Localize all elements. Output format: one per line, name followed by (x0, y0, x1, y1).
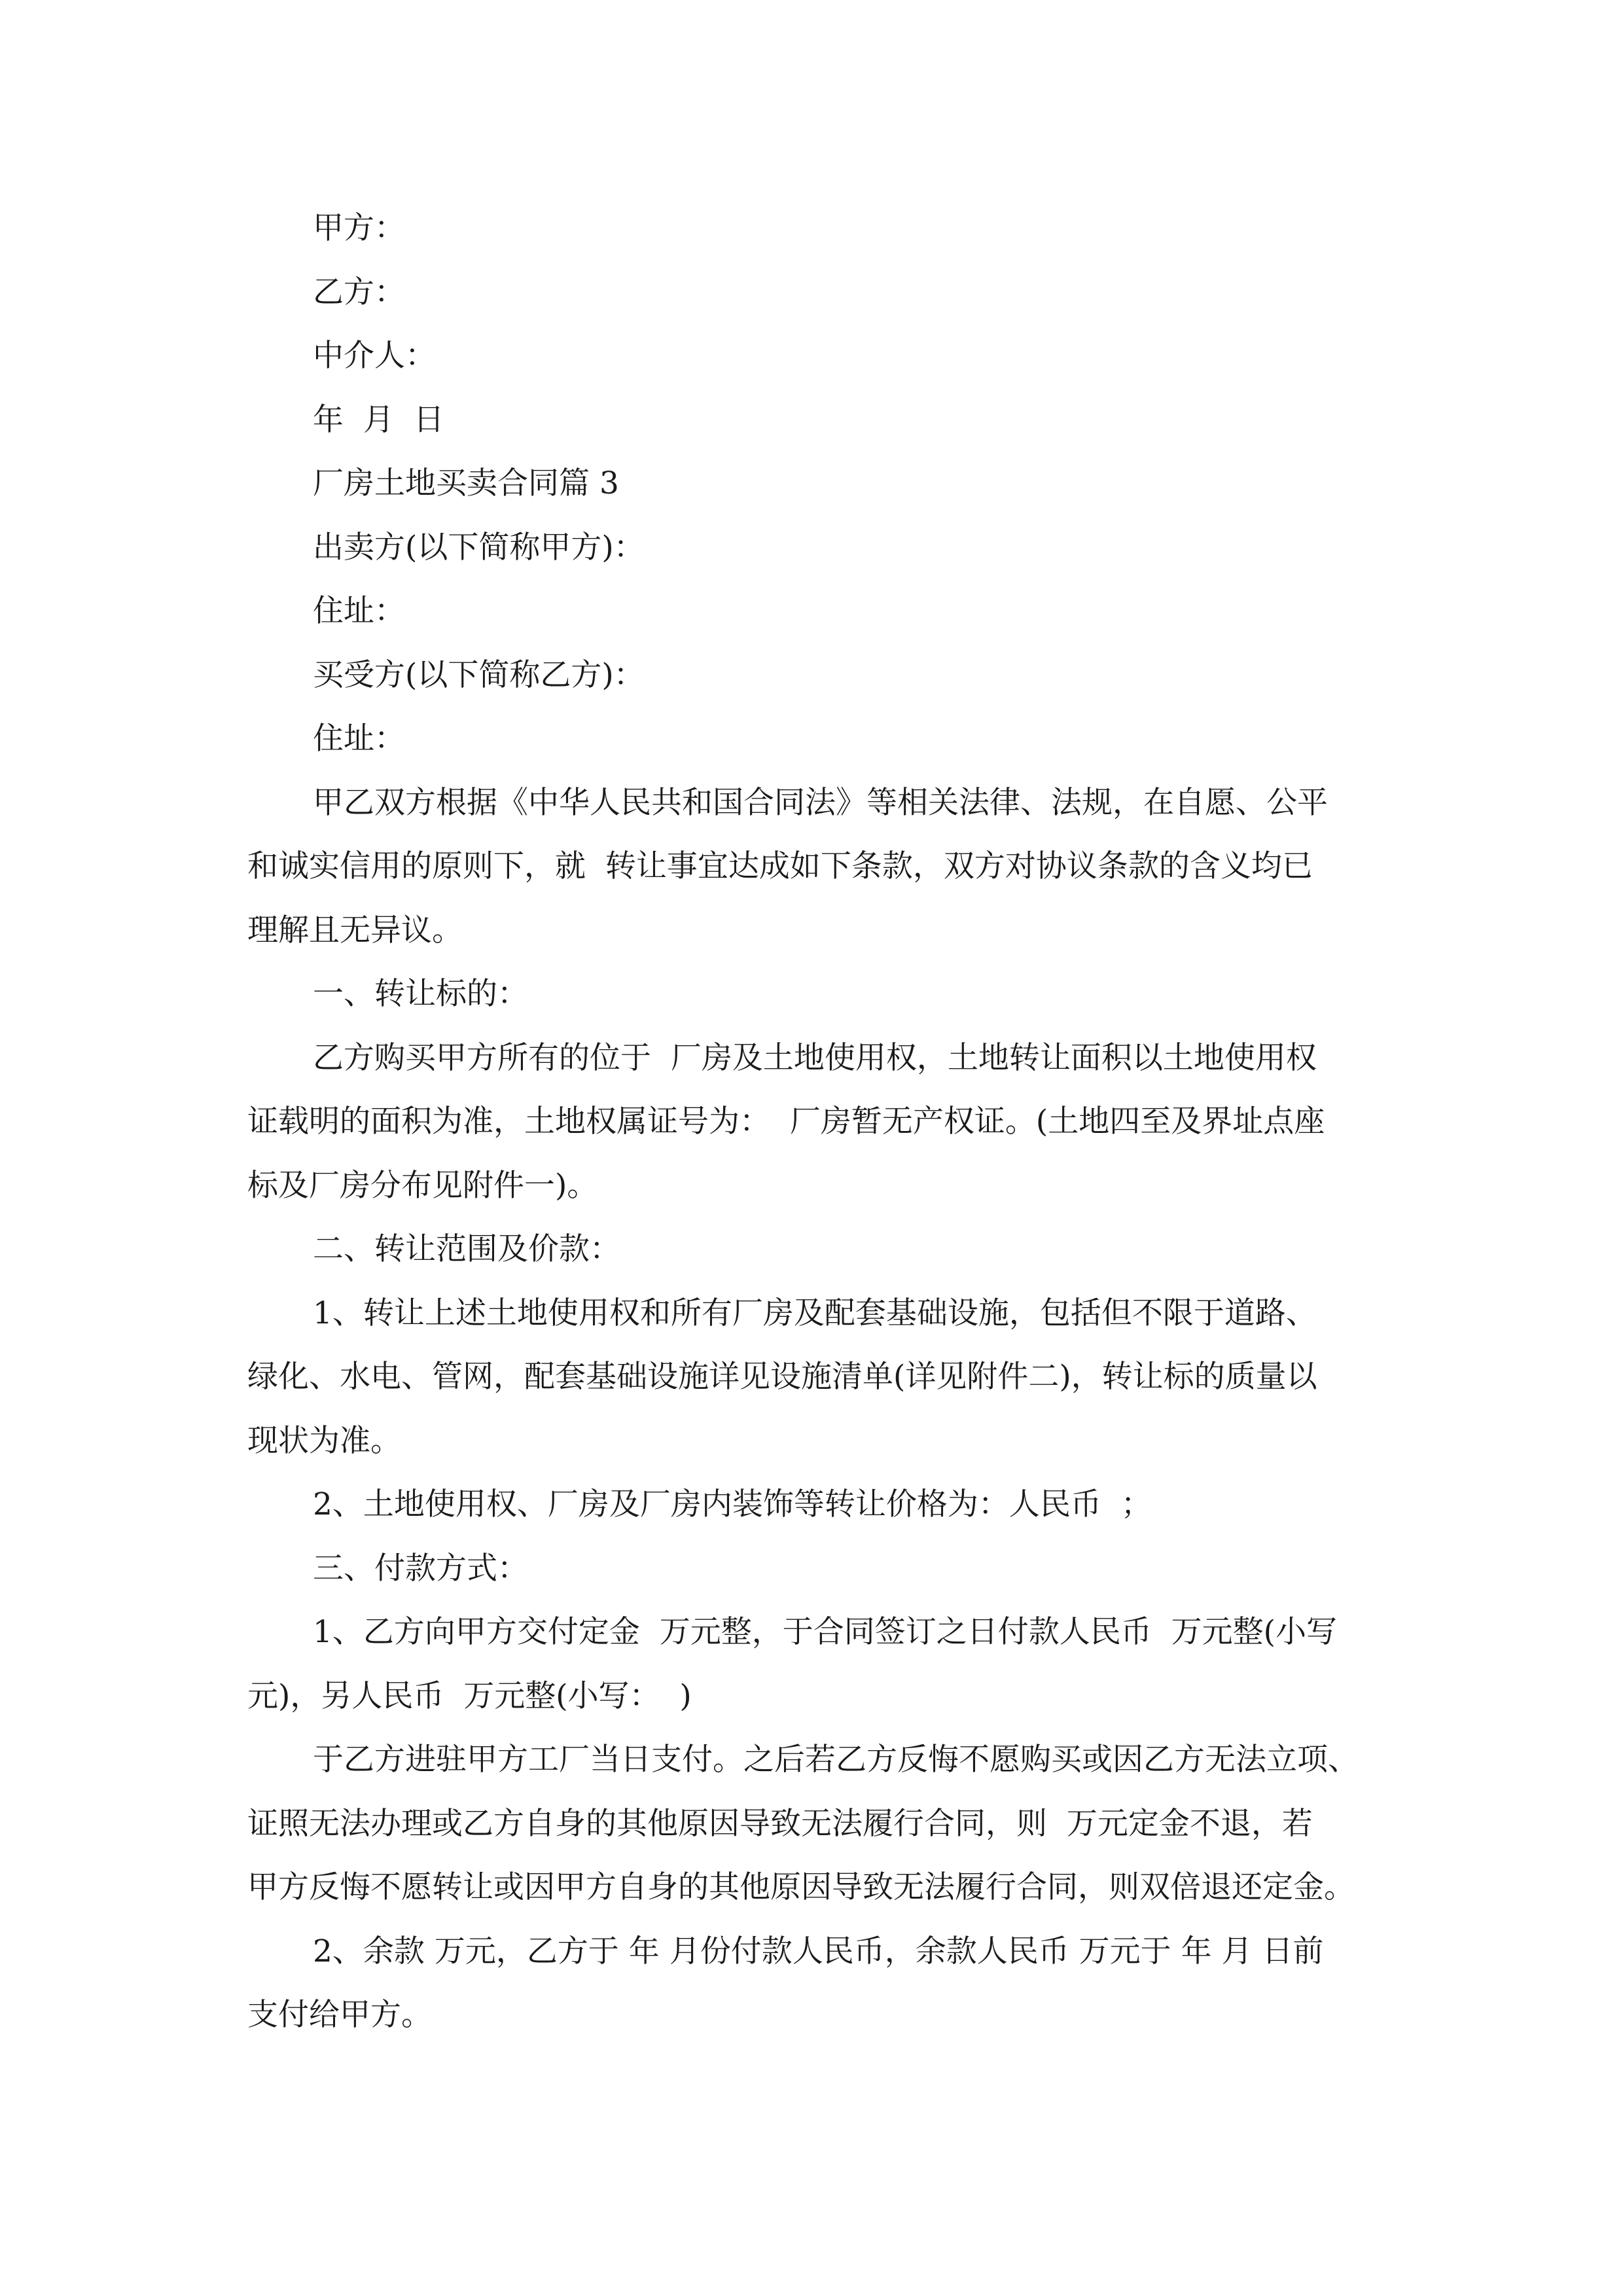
article1-line: 乙方购买甲方所有的位于 厂房及土地使用权，土地转让面积以土地使用权 (313, 1039, 1317, 1076)
intermediary-signature: 中介人： (313, 338, 436, 374)
seller-line: 出卖方(以下简称甲方)： (313, 529, 645, 565)
article3-item2-line: 2、余款 万元，乙方于 年 月份付款人民币，余款人民币 万元于 年 月 日前 (313, 1933, 1324, 1969)
party-b-signature: 乙方： (313, 274, 405, 310)
buyer-line: 买受方(以下简称乙方)： (313, 656, 645, 693)
article2-title: 二、转让范围及价款： (313, 1231, 620, 1267)
signature-date: 年 月 日 (313, 401, 444, 438)
section-title: 厂房土地买卖合同篇 3 (313, 465, 619, 501)
article3-item1-line: 元)，另人民币 万元整(小写： ) (247, 1677, 692, 1714)
article1-line: 标及厂房分布见附件一)。 (247, 1167, 598, 1204)
article2-item1-line: 1、转让上述土地使用权和所有厂房及配套基础设施，包括但不限于道路、 (313, 1295, 1317, 1331)
preamble-line: 和诚实信用的原则下，就 转让事宜达成如下条款，双方对协议条款的含义均已 (247, 848, 1313, 884)
article2-item1-line: 绿化、水电、管网，配套基础设施详见设施清单(详见附件二)，转让标的质量以 (247, 1359, 1317, 1395)
buyer-address: 住址： (313, 721, 405, 757)
article3-cont-line: 于乙方进驻甲方工厂当日支付。之后若乙方反悔不愿购买或因乙方无法立项、 (313, 1742, 1359, 1778)
article2-item1-line: 现状为准。 (247, 1422, 401, 1459)
article1-line: 证载明的面积为准，土地权属证号为： 厂房暂无产权证。(土地四至及界址点座 (247, 1103, 1325, 1139)
contract-page (247, 196, 1380, 2047)
preamble-line: 理解且无异议。 (247, 912, 463, 948)
preamble-line: 甲乙双方根据《中华人民共和国合同法》等相关法律、法规，在自愿、公平 (313, 784, 1328, 821)
article2-item2: 2、土地使用权、厂房及厂房内装饰等转让价格为：人民币 ； (313, 1486, 1152, 1522)
article1-title: 一、转让标的： (313, 976, 528, 1012)
article3-item2-line: 支付给甲方。 (247, 1997, 432, 2033)
party-a-signature: 甲方： (313, 210, 405, 246)
article3-title: 三、付款方式： (313, 1550, 528, 1587)
article3-cont-line: 证照无法办理或乙方自身的其他原因导致无法履行合同，则 万元定金不退，若 (247, 1805, 1313, 1842)
article3-item1-line: 1、乙方向甲方交付定金 万元整，于合同签订之日付款人民币 万元整(小写 (313, 1614, 1337, 1650)
seller-address: 住址： (313, 593, 405, 629)
article3-cont-line: 甲方反悔不愿转让或因甲方自身的其他原因导致无法履行合同，则双倍退还定金。 (247, 1869, 1355, 1905)
